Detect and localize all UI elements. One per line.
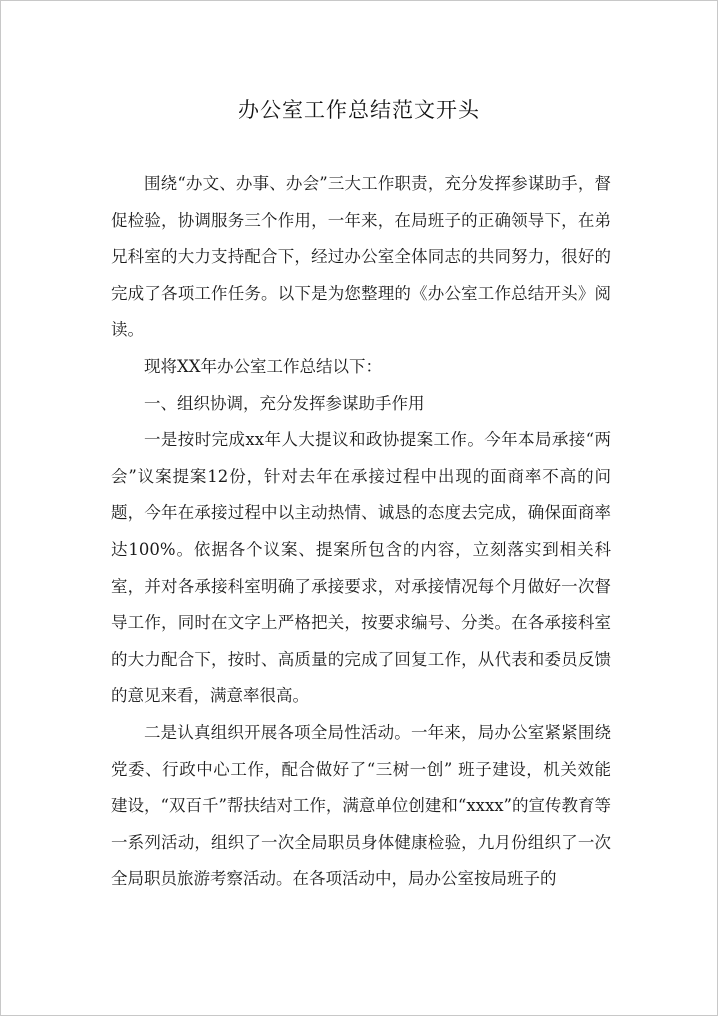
paragraph-item-2: 二是认真组织开展各项全局性活动。一年来，局办公室紧紧围绕党委、行政中心工作，配合做好了“三树一创” 班子建设，机关效能建设，“双百千”帮扶结对工作，满意单位创建和“xxxx”的宣传教育等一系列活动，组织了一次全局职员身体健康检验，九月份组织了一次全局职员旅游考察活动。在各项活动中，局办公室按局班子的	[111, 722, 611, 889]
paragraph-item-1: 一是按时完成xx年人大提议和政协提案工作。今年本局承接“两会”议案提案12份，针对去年在承接过程中出现的面商率不高的问题，今年在承接过程中以主动热情、诚恳的态度去完成，确保面商率达100%。依据各个议案、提案所包含的内容，立刻落实到相关科室，并对各承接科室明确了承接要求，对承接情况每个月做好一次督导工作，同时在文字上严格把关，按要求编号、分类。在各承接科室的大力配合下，按时、高质量的完成了回复工作，从代表和委员反馈的意见来看，满意率很高。	[111, 430, 611, 706]
section-heading: 一、组织协调，充分发挥参谋助手作用	[144, 393, 425, 413]
paragraph-intro: 围绕“办文、办事、办会”三大工作职责，充分发挥参谋助手，督促检验，协调服务三个作用，一年来，在局班子的正确领导下，在弟兄科室的大力支持配合下，经过办公室全体同志的共同努力，很好的完成了各项工作任务。以下是为您整理的《办公室工作总结开头》阅读。	[111, 174, 611, 340]
document-title: 办公室工作总结范文开头	[238, 98, 480, 122]
document-body	[111, 166, 611, 898]
paragraph-lead: 现将XX年办公室工作总结以下：	[144, 356, 382, 376]
